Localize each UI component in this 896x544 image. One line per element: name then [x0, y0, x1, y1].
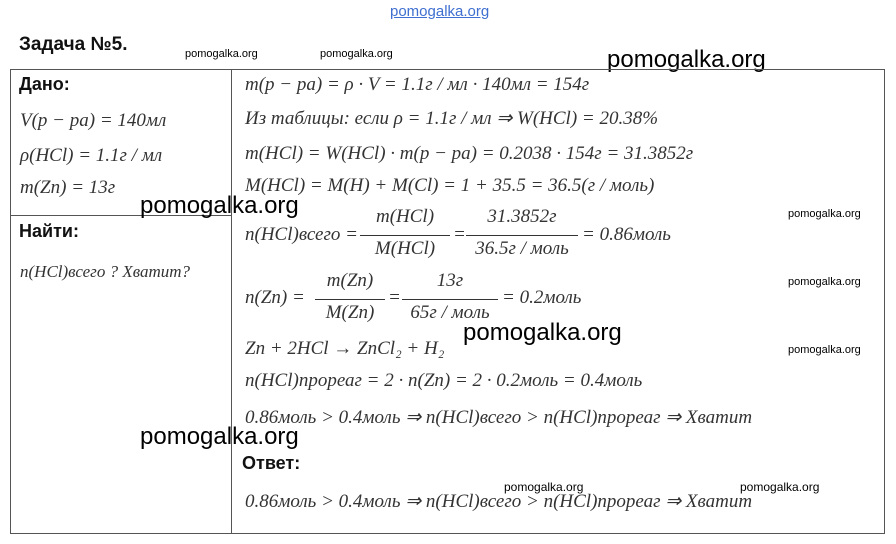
solution-line-hcl-mass: m(HCl) = W(HCl) · m(p − pa) = 0.2038 · 154г = 31.3852г	[245, 143, 694, 164]
watermark-small: pomogalka.org	[788, 276, 861, 288]
frac2-lhs: n(Zn) =	[245, 287, 305, 308]
given-density: ρ(HCl) = 1.1г / мл	[20, 145, 163, 166]
frac2-equals: =	[388, 287, 401, 308]
reaction-equation: Zn + 2HCl → ZnCl₂ + H₂	[245, 338, 445, 359]
fraction-denominator: M(Zn)	[325, 302, 375, 323]
watermark-large: pomogalka.org	[463, 319, 622, 346]
watermark-small: pomogalka.org	[788, 344, 861, 356]
watermark-small: pomogalka.org	[788, 208, 861, 220]
find-header: Найти:	[19, 221, 79, 241]
watermark-small: pomogalka.org	[320, 48, 393, 60]
fraction-numerator: m(Zn)	[326, 270, 374, 291]
answer-header: Ответ:	[242, 453, 301, 473]
frac1-lhs: n(HCl)всего =	[245, 224, 358, 245]
fraction-zn-mass-over-molar	[315, 270, 385, 330]
solution-line-molar-mass: M(HCl) = M(H) + M(Cl) = 1 + 35.5 = 36.5(г / моль)	[245, 175, 655, 196]
fraction-numerator: m(HCl)	[375, 206, 435, 227]
fraction-numerator: 13г	[436, 270, 464, 291]
given-volume: V(p − pa) = 140мл	[20, 110, 167, 131]
solution-line-reacted-hcl: n(HCl)прореаг = 2 · n(Zn) = 2 · 0.2моль = 0.4моль	[245, 370, 643, 391]
fraction-denominator: 65г / моль	[410, 302, 490, 323]
fraction-values	[466, 206, 578, 266]
fraction-bar	[402, 299, 498, 300]
watermark-large: pomogalka.org	[140, 423, 299, 450]
answer-text: 0.86моль > 0.4моль ⇒ n(HCl)всего > n(HCl)прореаг ⇒ Хватит	[245, 491, 753, 512]
watermark-small: pomogalka.org	[185, 48, 258, 60]
given-zinc-mass: m(Zn) = 13г	[20, 177, 116, 198]
frac1-equals: =	[453, 224, 466, 245]
task-title: Задача №5.	[19, 34, 128, 55]
given-header: Дано:	[19, 74, 70, 94]
watermark-medium: pomogalka.org	[504, 480, 584, 494]
solution-line-solution-mass: m(p − pa) = ρ · V = 1.1г / мл · 140мл = 154г	[245, 74, 590, 95]
fraction-bar	[360, 235, 450, 236]
column-divider	[231, 69, 232, 534]
fraction-denominator: M(HCl)	[374, 238, 436, 259]
watermark-top-link[interactable]: pomogalka.org	[390, 3, 490, 20]
fraction-denominator: 36.5г / моль	[475, 238, 569, 259]
fraction-bar	[466, 235, 578, 236]
fraction-bar	[315, 299, 385, 300]
find-item: n(HCl)всего ? Хватит?	[20, 262, 191, 281]
fraction-hcl-mass-over-molar	[360, 206, 450, 266]
watermark-large: pomogalka.org	[140, 192, 299, 219]
solution-line-conclusion: 0.86моль > 0.4моль ⇒ n(HCl)всего > n(HCl)прореаг ⇒ Хватит	[245, 407, 753, 428]
solution-line-table-lookup: Из таблицы: если ρ = 1.1г / мл ⇒ W(HCl) = 20.38%	[245, 108, 659, 129]
watermark-medium: pomogalka.org	[740, 480, 820, 494]
watermark-large: pomogalka.org	[607, 46, 766, 73]
frac1-result: = 0.86моль	[582, 224, 671, 245]
frac2-result: = 0.2моль	[502, 287, 582, 308]
fraction-numerator: 31.3852г	[487, 206, 557, 227]
